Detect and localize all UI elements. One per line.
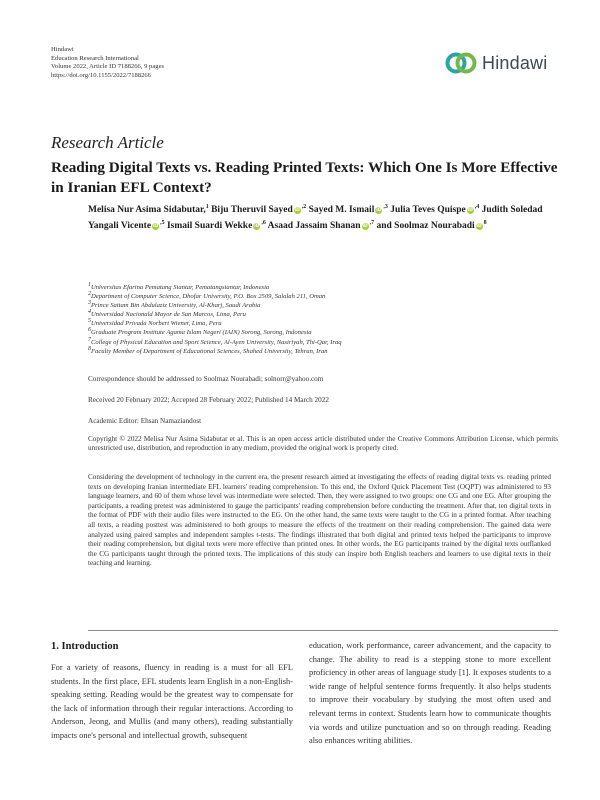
- author-affiliation-sup: ,4: [474, 203, 480, 210]
- section-divider: [88, 630, 558, 631]
- affiliation-text: College of Physical Education and Sport Science, Al-Ayen University, Nasiriyah, Thi-Qar, Iraq: [91, 338, 342, 346]
- author-name: Biju Theruvil Sayed: [211, 205, 293, 215]
- affiliation-number: 6: [88, 327, 91, 334]
- author-entry: [167, 221, 266, 231]
- academic-editor: Academic Editor: Ehsan Namaziandost: [88, 417, 202, 425]
- affiliation-number: 2: [88, 290, 91, 297]
- intro-left-column: For a variety of reasons, fluency in reading is a must for all EFL students. In the first place, EFL students learn English in a non-English-speaking setting. Reading would be the greatest way to compensate for the lack of information through their regular interactions. According to Anderson, Jeong, and Mullis (and many others), reading substantially impacts one's personal and intellectual growth, subsequent: [51, 663, 293, 740]
- article-title: Reading Digital Texts vs. Reading Printed Texts: Which One Is More Effective in Iranian EFL Context?: [51, 159, 558, 196]
- intro-heading: 1. Introduction: [51, 641, 119, 652]
- author-affiliation-sup: 1: [205, 203, 209, 210]
- author-name: Asaad Jassaim Shanan: [267, 220, 361, 231]
- author-name: Ismail Suardi Wekke: [166, 220, 253, 231]
- author-entry: [211, 205, 306, 215]
- logo-text: Hindawi: [482, 52, 548, 73]
- author-affiliation-sup: 8: [483, 219, 487, 226]
- publication-dates: Received 20 February 2022; Accepted 28 February 2022; Published 14 March 2022: [88, 396, 329, 404]
- affiliation-number: 1: [88, 281, 91, 288]
- affiliation-text: Prince Sattam Bin Abdulaziz University, Al-Kharj, Saudi Arabia: [91, 302, 261, 310]
- affiliation-text: Universidad Nacionald Mayor de San Marcos, Lima, Peru: [91, 311, 246, 319]
- affiliation-text: Graduate Program Institute Agama Islam Negeri (IAIN) Sorong, Sorong, Indonesia: [91, 329, 312, 337]
- affiliation-line: [88, 328, 558, 337]
- intro-right-column: education, work performance, career advancement, and the capacity to change. The ability to read is a stepping stone to more excellent proficiency in other areas of language study [1]. It exposes students to a wide range of helpful sentence forms frequently. It also helps students to improve their vocabulary by studying the most often used and relevant terms in context. Students learn how to communicate thoughts via words and utilize punctuation and so on through reading. Reading also enhances writing abilities.: [309, 641, 551, 746]
- orcid-icon[interactable]: iD: [254, 223, 260, 229]
- hindawi-logo: [445, 50, 547, 76]
- doi-link[interactable]: https://doi.org/10.1155/2022/7188266: [51, 71, 152, 79]
- correspondence-line: Correspondence should be addressed to Soolmaz Nourabadi; solnorr@yahoo.com: [88, 375, 324, 383]
- author-name: Judith Soledad Yangali Vicente: [88, 205, 543, 231]
- affiliation-number: 8: [88, 345, 91, 352]
- abstract: Considering the development of technology in the current era, the present research aimed at investigating the effects of reading digital texts vs. reading printed texts on developing Iranian intermediate EFL learners' reading comprehension. To this end, the Oxford Quick Placement Test (OQPT) was administered to 93 language learners, and 60 of them whose level was intermediate were selected. Then, they were assigned to two groups: one CG and one EG. After grouping the participants, a reading pretest was administered to gauge the participants' reading comprehension before conducting the treatment. After that, ten digital texts in the format of PDF with their audio files were instructed to the EG. On the other hand, the same texts were taught to the CG in a printed format. After teaching all texts, a reading posttest was administered to both groups to measure the effects of the treatment on their reading comprehension. The gained data were analyzed using paired samples and independent samples t-tests. The findings illustrated that both digital and printed texts helped the participants to improve their reading comprehension, but digital texts were more effective than printed ones. In other words, the EG participants trained by the digital texts outflanked the CG participants taught through the printed texts. The implications of this study can inspire both English teachers and learners to use digital texts in their teaching and learning.: [88, 473, 551, 568]
- copyright-notice: Copyright © 2022 Melisa Nur Asima Sidabutar et al. This is an open access article distributed under the Creative Commons Attribution License, which permits unrestricted use, distribution, and reproduction in any medium, provided the original work is properly cited.: [88, 435, 558, 453]
- orcid-icon[interactable]: iD: [376, 208, 382, 213]
- affiliation-line: [88, 292, 558, 301]
- author-affiliation-sup: ,7: [369, 219, 375, 226]
- affiliation-line: [88, 319, 558, 328]
- journal-volume: Volume 2022, Article ID 7188266, 9 pages: [51, 63, 165, 71]
- author-entry: [88, 205, 209, 215]
- affiliation-number: 4: [88, 309, 91, 316]
- orcid-icon[interactable]: iD: [476, 223, 482, 229]
- publisher-name: Hindawi: [51, 46, 74, 53]
- orcid-icon[interactable]: iD: [152, 223, 159, 229]
- orcid-icon[interactable]: iD: [362, 223, 368, 229]
- author-list: [88, 203, 558, 234]
- affiliation-list: [88, 283, 558, 356]
- author-name: Julia Teves Quispe: [390, 205, 466, 215]
- affiliation-line: [88, 283, 558, 292]
- author-name: and Soolmaz Nourabadi: [376, 220, 475, 231]
- journal-meta: [51, 46, 164, 80]
- orcid-icon[interactable]: iD: [294, 208, 300, 213]
- author-name: Sayed M. Ismail: [308, 205, 375, 215]
- affiliation-text: Universitas Efarina Pematang Siantar, Pematangsiantar, Indonesia: [91, 284, 270, 291]
- affiliation-number: 3: [88, 300, 91, 306]
- journal-name: Education Research International: [51, 54, 139, 62]
- orcid-icon[interactable]: iD: [467, 208, 473, 213]
- affiliation-line: [88, 338, 558, 347]
- affiliation-text: Universidad Privada Norbert Wiener, Lima, Peru: [91, 320, 222, 328]
- affiliation-line: [88, 310, 558, 319]
- affiliation-line: [88, 301, 558, 310]
- author-entry: [390, 205, 479, 215]
- article-type: Research Article: [51, 133, 164, 152]
- author-name: Melisa Nur Asima Sidabutar,: [88, 205, 206, 215]
- affiliation-text: Department of Computer Science, Dhofar University, P.O. Box 2509, Salalah 211, Oman: [91, 293, 326, 301]
- author-entry: [268, 221, 374, 231]
- author-entry: [309, 205, 388, 215]
- affiliation-line: [88, 347, 558, 356]
- hindawi-rings-logo-icon: [445, 50, 477, 76]
- affiliation-number: 7: [88, 336, 91, 343]
- author-affiliation-sup: ,6: [261, 219, 266, 226]
- affiliation-text: Faculty Member of Department of Educational Sciences, Shahed University, Tehran, Iran: [91, 347, 328, 355]
- author-entry: [376, 221, 486, 231]
- author-affiliation-sup: ,2: [301, 203, 307, 210]
- author-affiliation-sup: ,5: [160, 219, 165, 226]
- affiliation-number: 5: [88, 318, 91, 325]
- author-affiliation-sup: ,3: [383, 203, 388, 210]
